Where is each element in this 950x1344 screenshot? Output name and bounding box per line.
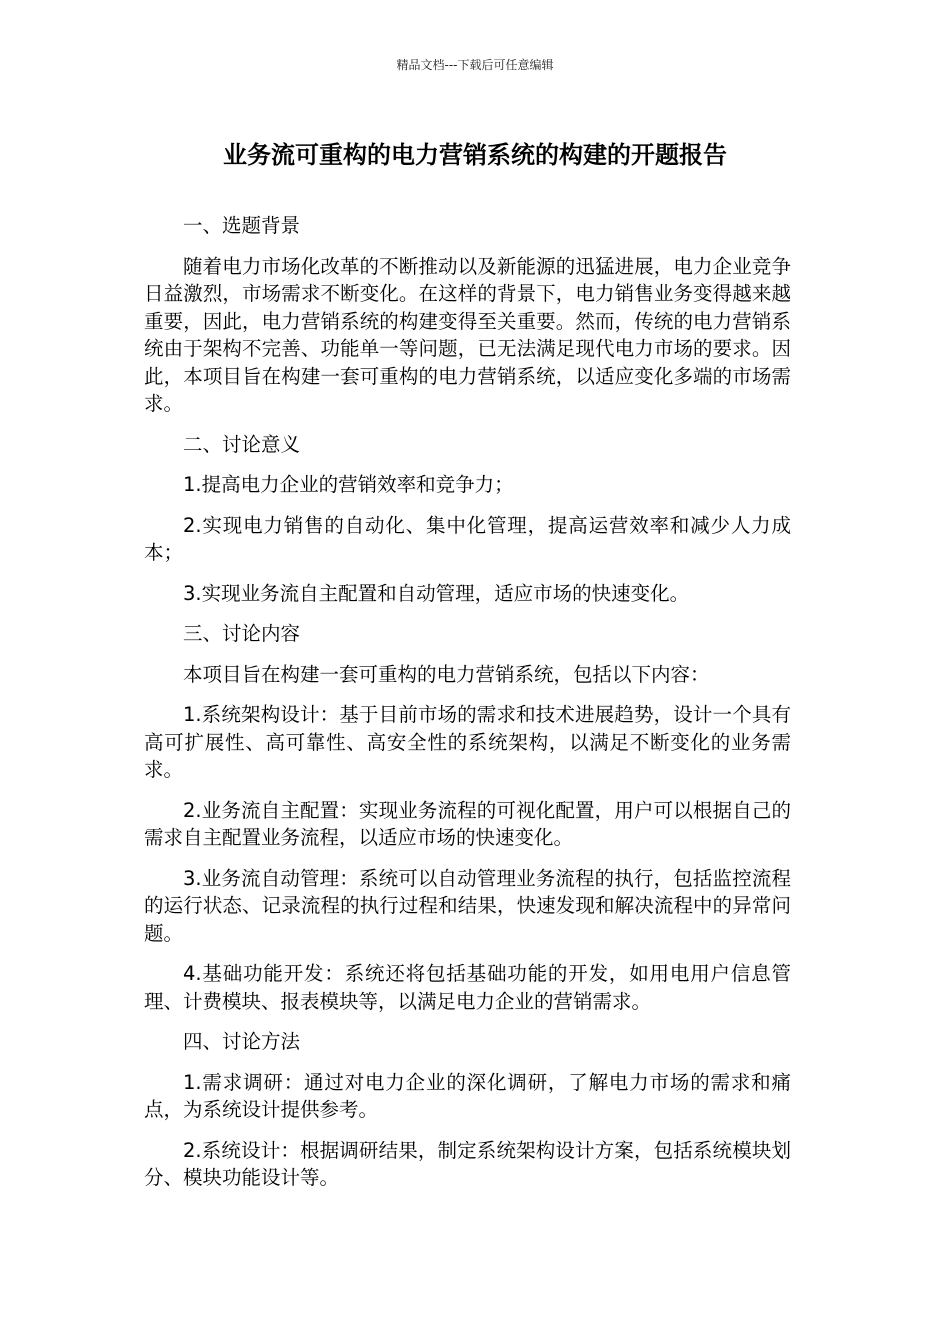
significance-item-3: 3.实现业务流自主配置和自动管理，适应市场的快速变化。	[183, 581, 690, 605]
content-item-1: 1.系统架构设计：基于目前市场的需求和技术进展趋势，设计一个具有高可扩展性、高可靠性、高安全性的系统架构，以满足不断变化的业务需求。	[144, 703, 791, 781]
significance-item-2: 2.实现电力销售的自动化、集中化管理，提高运营效率和减少人力成本；	[144, 513, 791, 564]
page-header: 精品文档---下载后可任意编辑	[396, 58, 554, 72]
section-heading-significance: 二、讨论意义	[183, 432, 301, 456]
significance-item-1: 1.提高电力企业的营销效率和竞争力；	[183, 473, 514, 496]
section-heading-background: 一、选题背景	[183, 214, 301, 237]
method-item-1: 1.需求调研：通过对电力企业的深化调研，了解电力市场的需求和痛点，为系统设计提供参考。	[144, 1070, 791, 1121]
content-intro: 本项目旨在构建一套可重构的电力营销系统，包括以下内容：	[183, 662, 710, 686]
method-item-2: 2.系统设计：根据调研结果，制定系统架构设计方案，包括系统模块划分、模块功能设计等。	[144, 1138, 791, 1189]
content-item-4: 4.基础功能开发：系统还将包括基础功能的开发，如用电用户信息管理、计费模块、报表模块等，以满足电力企业的营销需求。	[144, 962, 791, 1013]
document-body	[144, 212, 791, 1205]
content-item-3: 3.业务流自动管理：系统可以自动管理业务流程的执行，包括监控流程的运行状态、记录流程的执行过程和结果，快速发现和解决流程中的异常问题。	[144, 866, 791, 945]
paragraph-background: 随着电力市场化改革的不断推动以及新能源的迅猛进展，电力企业竞争日益激烈，市场需求不断变化。在这样的背景下，电力销售业务变得越来越重要，因此，电力营销系统的构建变得至关重要。然而，传统的电力营销系统由于架构不完善、功能单一等问题，已无法满足现代电力市场的要求。因此，本项目旨在构建一套可重构的电力营销系统，以适应变化多端的市场需求。	[144, 254, 791, 415]
content-item-2: 2.业务流自主配置：实现业务流程的可视化配置，用户可以根据自己的需求自主配置业务流程，以适应市场的快速变化。	[144, 798, 791, 849]
section-heading-content: 三、讨论内容	[183, 622, 301, 645]
section-heading-method: 四、讨论方法	[183, 1030, 301, 1053]
document-title: 业务流可重构的电力营销系统的构建的开题报告	[223, 141, 727, 169]
